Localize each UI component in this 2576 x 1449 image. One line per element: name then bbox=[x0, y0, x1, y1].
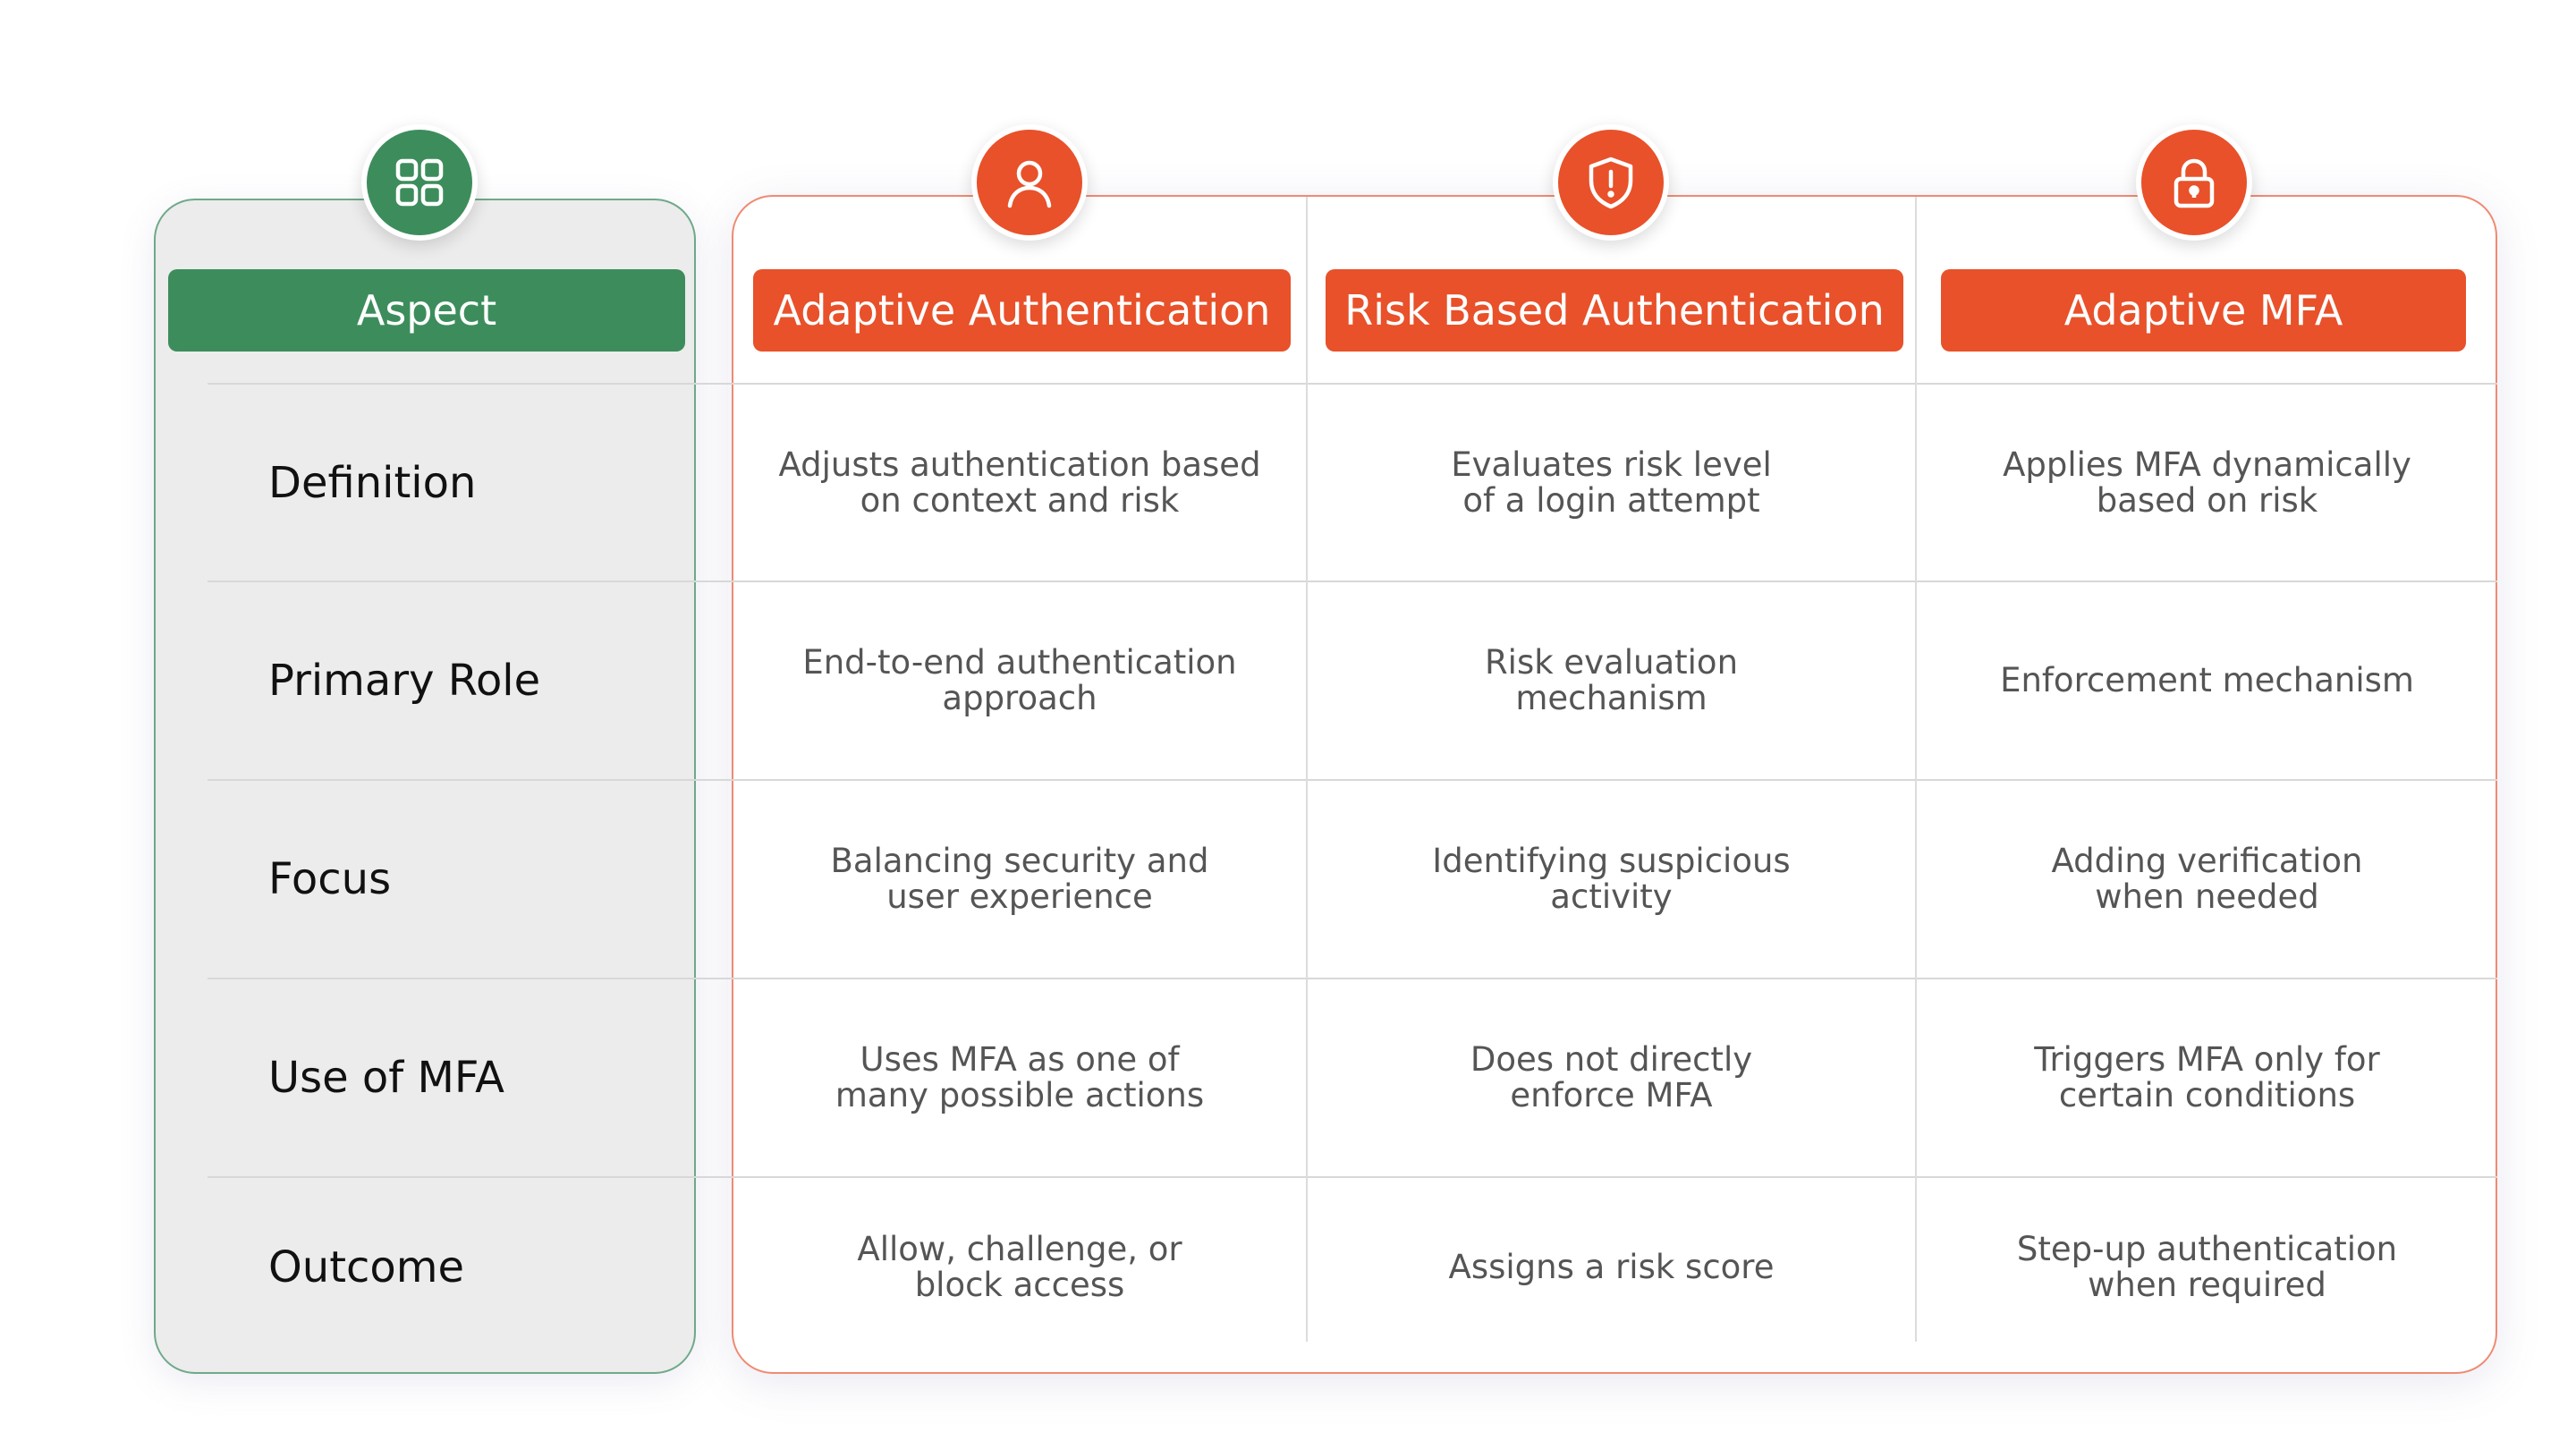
row-label-outcome: Outcome bbox=[268, 1242, 465, 1292]
cell-adaptive-mfa-primary-role: Enforcement mechanism bbox=[2000, 661, 2414, 699]
cell-adaptive-mfa-outcome: Step-up authentication when required bbox=[2016, 1230, 2398, 1304]
risk-based-authentication-header: Risk Based Authentication bbox=[1326, 269, 1903, 352]
cell-adaptive-mfa-definition: Applies MFA dynamically based on risk bbox=[2003, 445, 2411, 520]
user-icon bbox=[971, 124, 1088, 241]
row-label-focus: Focus bbox=[268, 854, 392, 904]
cell-adaptive-auth-definition: Adjusts authentication based on context and risk bbox=[778, 445, 1261, 520]
adaptive-authentication-header: Adaptive Authentication bbox=[753, 269, 1291, 352]
cell-adaptive-mfa-use-of-mfa: Triggers MFA only for certain conditions bbox=[2034, 1040, 2380, 1114]
row-label-use-of-mfa: Use of MFA bbox=[268, 1053, 504, 1103]
lock-icon bbox=[2136, 124, 2252, 241]
shield-alert-icon bbox=[1553, 124, 1669, 241]
cell-rba-definition: Evaluates risk level of a login attempt bbox=[1451, 445, 1772, 520]
row-label-definition: Definition bbox=[268, 457, 477, 508]
cell-rba-focus: Identifying suspicious activity bbox=[1432, 842, 1791, 916]
cell-adaptive-mfa-focus: Adding verification when needed bbox=[2051, 842, 2363, 916]
cell-adaptive-auth-primary-role: End-to-end authentication approach bbox=[802, 643, 1237, 717]
cell-rba-primary-role: Risk evaluation mechanism bbox=[1484, 643, 1739, 717]
cell-adaptive-auth-outcome: Allow, challenge, or block access bbox=[857, 1230, 1182, 1304]
grid-icon bbox=[361, 124, 478, 241]
cell-adaptive-auth-use-of-mfa: Uses MFA as one of many possible actions bbox=[835, 1040, 1205, 1114]
adaptive-mfa-header: Adaptive MFA bbox=[1941, 269, 2466, 352]
row-label-primary-role: Primary Role bbox=[268, 656, 541, 706]
cell-adaptive-auth-focus: Balancing security and user experience bbox=[830, 842, 1209, 916]
cell-rba-outcome: Assigns a risk score bbox=[1448, 1248, 1775, 1286]
cell-rba-use-of-mfa: Does not directly enforce MFA bbox=[1470, 1040, 1753, 1114]
aspect-header: Aspect bbox=[168, 269, 685, 352]
